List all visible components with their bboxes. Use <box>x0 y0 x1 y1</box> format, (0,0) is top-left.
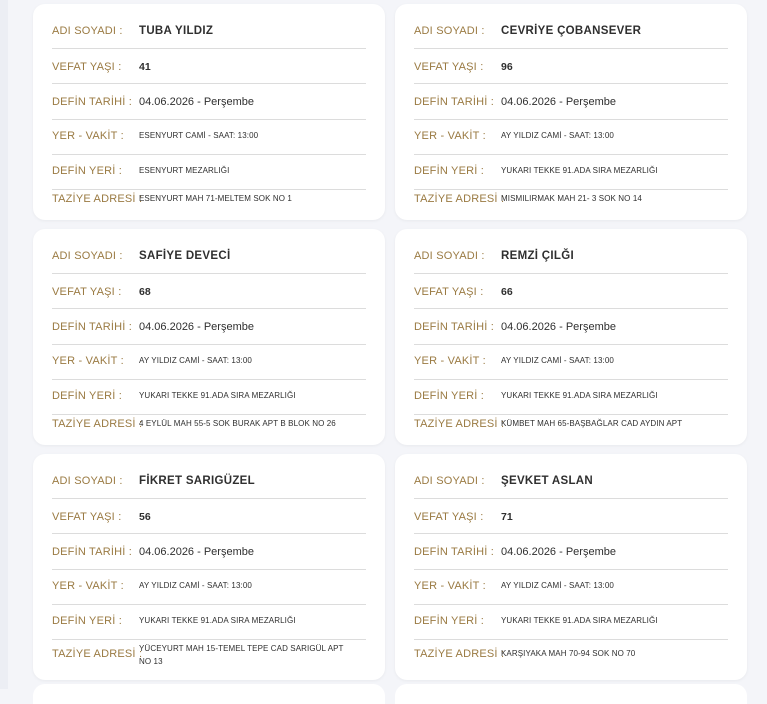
field-condolence <box>414 640 728 674</box>
value-date: 04.06.2026 - Perşembe <box>139 321 254 333</box>
field-place-time <box>414 120 728 155</box>
obituary-card <box>33 229 385 445</box>
label-age: VEFAT YAŞI : <box>52 286 122 298</box>
field-date <box>414 309 728 345</box>
value-age: 41 <box>139 61 151 73</box>
field-place-time <box>414 570 728 605</box>
field-condolence <box>414 190 728 214</box>
field-burial <box>414 380 728 415</box>
value-place-time: AY YILDIZ CAMİ - SAAT: 13:00 <box>139 581 252 590</box>
field-name <box>52 14 366 49</box>
field-condolence <box>52 640 366 674</box>
value-date: 04.06.2026 - Perşembe <box>139 96 254 108</box>
field-age <box>52 274 366 309</box>
label-condolence: TAZİYE ADRESİ : <box>414 648 505 660</box>
label-age: VEFAT YAŞI : <box>52 61 122 73</box>
label-burial: DEFİN YERİ : <box>414 615 485 627</box>
value-burial: YUKARI TEKKE 91.ADA SIRA MEZARLIĞI <box>501 391 658 400</box>
value-name: REMZİ ÇILĞI <box>501 250 574 262</box>
label-place-time: YER - VAKİT : <box>414 580 486 592</box>
obituary-card <box>395 229 747 445</box>
value-burial: YUKARI TEKKE 91.ADA SIRA MEZARLIĞI <box>501 616 658 625</box>
value-burial: YUKARI TEKKE 91.ADA SIRA MEZARLIĞI <box>501 166 658 175</box>
value-place-time: AY YILDIZ CAMİ - SAAT: 13:00 <box>501 131 614 140</box>
obituary-card <box>33 454 385 680</box>
label-condolence: TAZİYE ADRESİ : <box>52 648 143 660</box>
label-condolence: TAZİYE ADRESİ : <box>52 418 143 430</box>
label-burial: DEFİN YERİ : <box>52 615 123 627</box>
value-date: 04.06.2026 - Perşembe <box>501 546 616 558</box>
value-burial: ESENYURT MEZARLIĞI <box>139 166 230 175</box>
field-place-time <box>52 570 366 605</box>
value-place-time: AY YILDIZ CAMİ - SAAT: 13:00 <box>501 581 614 590</box>
value-burial: YUKARI TEKKE 91.ADA SIRA MEZARLIĞI <box>139 616 296 625</box>
label-condolence: TAZİYE ADRESİ : <box>414 193 505 205</box>
label-place-time: YER - VAKİT : <box>52 580 124 592</box>
value-name: FİKRET SARIGÜZEL <box>139 475 255 487</box>
value-place-time: AY YILDIZ CAMİ - SAAT: 13:00 <box>501 356 614 365</box>
value-date: 04.06.2026 - Perşembe <box>501 321 616 333</box>
label-name: ADI SOYADI : <box>414 250 485 262</box>
field-age <box>414 274 728 309</box>
value-condolence: MISMILIRMAK MAH 21- 3 SOK NO 14 <box>501 194 642 203</box>
field-name <box>52 464 366 499</box>
field-burial <box>52 155 366 190</box>
label-place-time: YER - VAKİT : <box>414 130 486 142</box>
field-name <box>414 14 728 49</box>
label-date: DEFİN TARİHİ : <box>52 96 133 108</box>
field-place-time <box>414 345 728 380</box>
obituary-card <box>395 4 747 220</box>
field-date <box>414 84 728 120</box>
field-condolence <box>414 415 728 439</box>
label-burial: DEFİN YERİ : <box>414 390 485 402</box>
label-name: ADI SOYADI : <box>52 475 123 487</box>
field-date <box>414 534 728 570</box>
value-age: 56 <box>139 511 151 523</box>
value-condolence: YÜCEYURT MAH 15-TEMEL TEPE CAD SARIGÜL APT NO 13 <box>139 644 344 666</box>
obituary-card <box>33 4 385 220</box>
label-age: VEFAT YAŞI : <box>414 286 484 298</box>
label-date: DEFİN TARİHİ : <box>414 321 495 333</box>
field-condolence <box>52 190 366 214</box>
label-name: ADI SOYADI : <box>52 250 123 262</box>
label-age: VEFAT YAŞI : <box>414 511 484 523</box>
value-date: 04.06.2026 - Perşembe <box>501 96 616 108</box>
label-age: VEFAT YAŞI : <box>52 511 122 523</box>
label-name: ADI SOYADI : <box>414 475 485 487</box>
value-condolence: KÜMBET MAH 65-BAŞBAĞLAR CAD AYDIN APT <box>501 419 683 428</box>
value-date: 04.06.2026 - Perşembe <box>139 546 254 558</box>
field-place-time <box>52 345 366 380</box>
value-place-time: AY YILDIZ CAMİ - SAAT: 13:00 <box>139 356 252 365</box>
field-age <box>52 499 366 534</box>
label-name: ADI SOYADI : <box>52 25 123 37</box>
label-place-time: YER - VAKİT : <box>414 355 486 367</box>
value-place-time: ESENYURT CAMİ - SAAT: 13:00 <box>139 131 259 140</box>
obituary-card-next-row <box>33 684 385 704</box>
label-burial: DEFİN YERİ : <box>414 165 485 177</box>
value-age: 96 <box>501 61 513 73</box>
label-condolence: TAZİYE ADRESİ : <box>52 193 143 205</box>
label-burial: DEFİN YERİ : <box>52 390 123 402</box>
value-condolence: 4 EYLÜL MAH 55-5 SOK BURAK APT B BLOK NO 26 <box>139 419 336 428</box>
field-burial <box>414 605 728 640</box>
value-age: 71 <box>501 511 513 523</box>
field-date <box>52 309 366 345</box>
value-name: SAFİYE DEVECİ <box>139 250 231 262</box>
field-condolence <box>52 415 366 439</box>
field-date <box>52 84 366 120</box>
label-place-time: YER - VAKİT : <box>52 355 124 367</box>
field-name <box>52 239 366 274</box>
field-name <box>414 239 728 274</box>
label-age: VEFAT YAŞI : <box>414 61 484 73</box>
obituary-card-next-row <box>395 684 747 704</box>
value-name: CEVRİYE ÇOBANSEVER <box>501 25 642 37</box>
label-place-time: YER - VAKİT : <box>52 130 124 142</box>
value-condolence: KARŞIYAKA MAH 70-94 SOK NO 70 <box>501 649 636 658</box>
label-date: DEFİN TARİHİ : <box>52 321 133 333</box>
value-name: ŞEVKET ASLAN <box>501 475 593 487</box>
obituary-card <box>395 454 747 680</box>
value-burial: YUKARI TEKKE 91.ADA SIRA MEZARLIĞI <box>139 391 296 400</box>
label-date: DEFİN TARİHİ : <box>414 96 495 108</box>
value-condolence: ESENYURT MAH 71-MELTEM SOK NO 1 <box>139 194 292 203</box>
value-name: TUBA YILDIZ <box>139 25 214 37</box>
field-place-time <box>52 120 366 155</box>
label-date: DEFİN TARİHİ : <box>52 546 133 558</box>
field-name <box>414 464 728 499</box>
field-age <box>414 49 728 84</box>
field-date <box>52 534 366 570</box>
label-date: DEFİN TARİHİ : <box>414 546 495 558</box>
field-burial <box>414 155 728 190</box>
field-burial <box>52 380 366 415</box>
value-age: 66 <box>501 286 513 298</box>
field-age <box>52 49 366 84</box>
label-name: ADI SOYADI : <box>414 25 485 37</box>
field-age <box>414 499 728 534</box>
field-burial <box>52 605 366 640</box>
label-condolence: TAZİYE ADRESİ : <box>414 418 505 430</box>
label-burial: DEFİN YERİ : <box>52 165 123 177</box>
value-age: 68 <box>139 286 151 298</box>
